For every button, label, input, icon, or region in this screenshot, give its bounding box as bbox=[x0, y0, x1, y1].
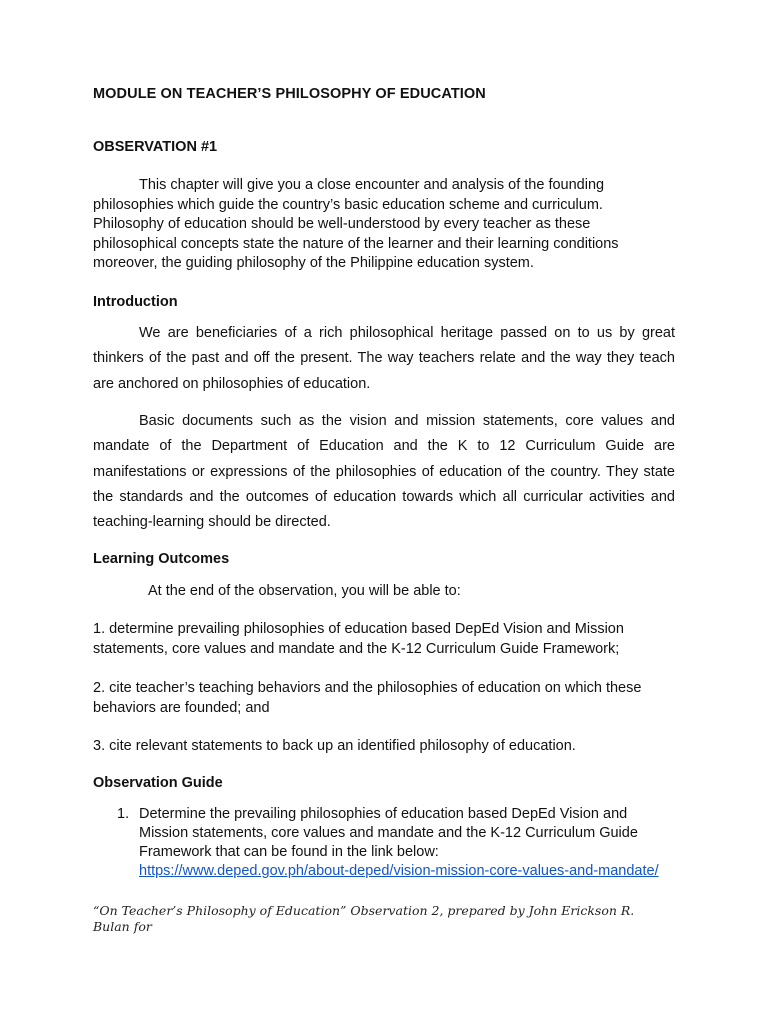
intro-paragraph bbox=[93, 176, 693, 274]
introduction-paragraph-2: Basic documents such as the vision and mission statements, core values and mandate of the Department of Education and the K to 12 Curriculum Guide are manifestations or expressions of the philosophies of education of the country. They state the standards and the outcomes of education towards which all curricular activities and teaching-learning should be directed. bbox=[93, 413, 675, 531]
observation-guide-heading: Observation Guide bbox=[93, 775, 223, 791]
guide-item-number: 1. bbox=[117, 806, 130, 822]
learning-outcomes-lead: At the end of the observation, you will be able to: bbox=[148, 583, 461, 599]
learning-outcome-item-1: 1. determine prevailing philosophies of education based DepEd Vision and Mission statements, core values and mandate and the K-12 Curriculum Guide Framework; bbox=[93, 621, 624, 657]
intro-line-4: philosophical concepts state the nature of the learner and their learning conditions bbox=[93, 235, 619, 252]
observation-heading: OBSERVATION #1 bbox=[93, 139, 218, 155]
guide-item bbox=[139, 805, 679, 881]
learning-outcome-item-2: 2. cite teacher’s teaching behaviors and the philosophies of education on which these behaviors are founded; and bbox=[93, 680, 642, 716]
document-footer: “On Teacher’s Philosophy of Education” Observation 2, prepared by John Erickson R. Bulan for bbox=[93, 903, 635, 934]
guide-item-text: Determine the prevailing philosophies of education based DepEd Vision and Mission statements, core values and mandate and the K-12 Curriculum Guide Framework that can be found in the link below: bbox=[139, 806, 638, 860]
intro-line-1: This chapter will give you a close encounter and analysis of the founding bbox=[139, 177, 605, 193]
intro-line-3: Philosophy of education should be well-understood by every teacher as these bbox=[93, 216, 591, 232]
introduction-paragraph-1: We are beneficiaries of a rich philosophical heritage passed on to us by great thinkers of the past and off the present. The way teachers relate and the way they teach are anchored on philosophies of education. bbox=[93, 325, 675, 392]
deped-vision-mission-link[interactable]: https://www.deped.gov.ph/about-deped/vision-mission-core-values-and-mandate/ bbox=[139, 863, 659, 879]
learning-outcome-item-3: 3. cite relevant statements to back up an identified philosophy of education. bbox=[93, 738, 576, 754]
learning-outcomes-heading: Learning Outcomes bbox=[93, 551, 230, 567]
intro-line-5: moreover, the guiding philosophy of the Philippine education system. bbox=[93, 255, 534, 271]
intro-line-2: philosophies which guide the country’s basic education scheme and curriculum. bbox=[93, 196, 603, 213]
introduction-heading: Introduction bbox=[93, 294, 178, 310]
document-title: MODULE ON TEACHER’S PHILOSOPHY OF EDUCATION bbox=[93, 86, 486, 102]
